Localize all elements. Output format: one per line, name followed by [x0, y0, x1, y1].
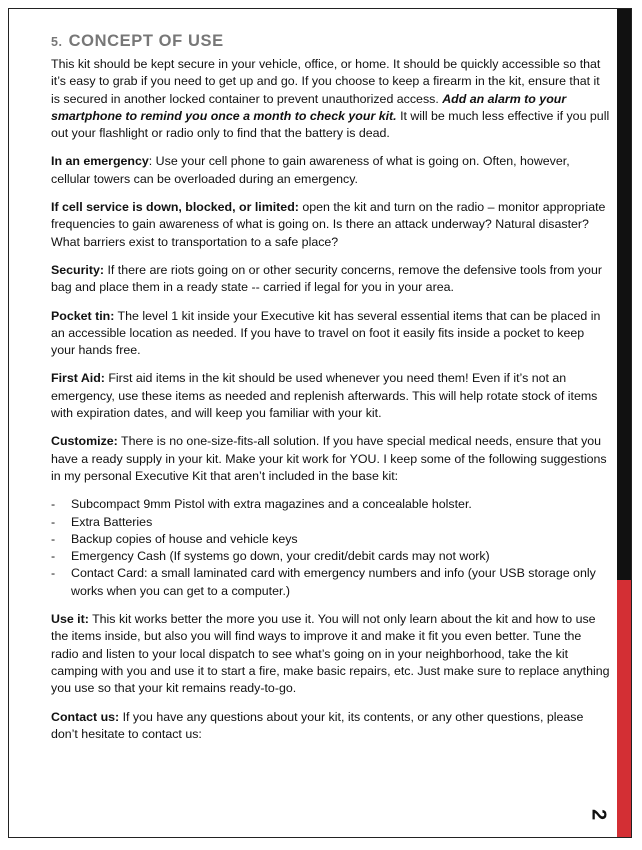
intro-emphasis: Add an alarm to your smartphone to remind you once a month to check your kit. — [51, 91, 567, 123]
customize-text: There is no one-size-fits-all solution. If you have special medical needs, ensure that you have a ready supply in your kit. Make your kit work for YOU. I keep some of the following suggestions in my personal Executive Kit that aren’t included in the base kit: — [51, 434, 607, 483]
first-aid-text: First aid items in the kit should be used whenever you need them! Even if it’s not an emergency, use these items as needed and replenish afterwards. This will help rotate stock of items with expiration dates, and will keep you familiar with your kit. — [51, 371, 598, 421]
bullet-dash: - — [51, 514, 56, 529]
intro-text: This kit should be kept secure in your vehicle, office, or home. It should be quickly accessible so that it’s easy to grab if you need to get up and go. If you choose to keep a firearm in the kit, ensure that it is secured in another locked container to prevent unauthorized access. — [51, 57, 601, 106]
list-item-text: Subcompact 9mm Pistol with extra magazines and a concealable holster. — [71, 497, 472, 512]
document-body — [51, 30, 611, 754]
intro-paragraph — [51, 56, 611, 142]
page-edge-red-tab — [617, 580, 631, 837]
pocket-tin-text: The level 1 kit inside your Executive kit has several essential items that can be placed in an accessible location as needed. If you have to travel on foot it easily fits inside a pocket to keep your hands free. — [51, 308, 601, 358]
list-item — [51, 531, 611, 548]
first-aid-paragraph — [51, 370, 611, 422]
emergency-label: In an emergency — [51, 154, 149, 169]
list-item-text: Emergency Cash (If systems go down, your credit/debit cards may not work) — [71, 549, 490, 564]
list-item-text: Extra Batteries — [71, 514, 153, 529]
section-title: CONCEPT OF USE — [68, 32, 224, 50]
use-it-text: This kit works better the more you use it. You will not only learn about the kit and how to use the items inside, but also you will find ways to improve it and make it fit you even better. Tune the radio and listen to your local dispatch to see what’s going on in your neighborhood, take the kit camping with you and use it to start a fire, make basic repairs, etc. Just make sure to replace anything you use so that your kit remains ready-to-go. — [51, 612, 610, 696]
page-number: 2 — [587, 808, 610, 821]
customize-paragraph — [51, 433, 611, 485]
contact-us-label: Contact us: — [51, 709, 120, 724]
security-label: Security: — [51, 262, 105, 277]
cell-down-label: If cell service is down, blocked, or limited: — [51, 200, 299, 215]
list-item — [51, 548, 611, 565]
suggestions-list — [51, 496, 611, 600]
bullet-dash: - — [51, 566, 56, 581]
pocket-tin-label: Pocket tin: — [51, 308, 115, 323]
contact-us-paragraph — [51, 709, 611, 744]
intro-after: It will be much less effective if you pull out your flashlight or radio only to find that the battery is dead. — [51, 108, 610, 141]
page-edge-black-tab — [617, 9, 631, 580]
list-item-text: Contact Card: a small laminated card with emergency numbers and info (your USB storage only works when you can get to a computer.) — [71, 566, 596, 598]
emergency-paragraph — [51, 153, 611, 188]
list-item — [51, 565, 611, 600]
bullet-dash: - — [51, 531, 56, 546]
list-item — [51, 514, 611, 531]
use-it-paragraph — [51, 611, 611, 697]
security-paragraph — [51, 262, 611, 297]
cell-down-text: open the kit and turn on the radio – monitor appropriate frequencies to gain awareness of what is going on. Is there an attack underway? Natural disaster? What barriers exist to transportation to a safe place? — [51, 200, 606, 249]
list-item — [51, 496, 611, 513]
section-number: 5. — [51, 35, 63, 49]
first-aid-label: First Aid: — [51, 371, 105, 386]
bullet-dash: - — [51, 549, 56, 564]
section-heading — [51, 30, 611, 53]
security-text: If there are riots going on or other security concerns, remove the defensive tools from your bag and place them in a ready state -- carried if legal for you in your area. — [51, 262, 602, 295]
list-item-text: Backup copies of house and vehicle keys — [71, 531, 298, 546]
contact-us-text: If you have any questions about your kit, its contents, or any other questions, please don’t hesitate to contact us: — [51, 709, 584, 741]
emergency-text: : Use your cell phone to gain awareness of what is going on. Often, however, cellular towers can be overloaded during an emergency. — [51, 154, 570, 186]
customize-label: Customize: — [51, 434, 118, 449]
cell-down-paragraph — [51, 199, 611, 251]
pocket-tin-paragraph — [51, 308, 611, 360]
use-it-label: Use it: — [51, 612, 89, 627]
bullet-dash: - — [51, 497, 56, 512]
